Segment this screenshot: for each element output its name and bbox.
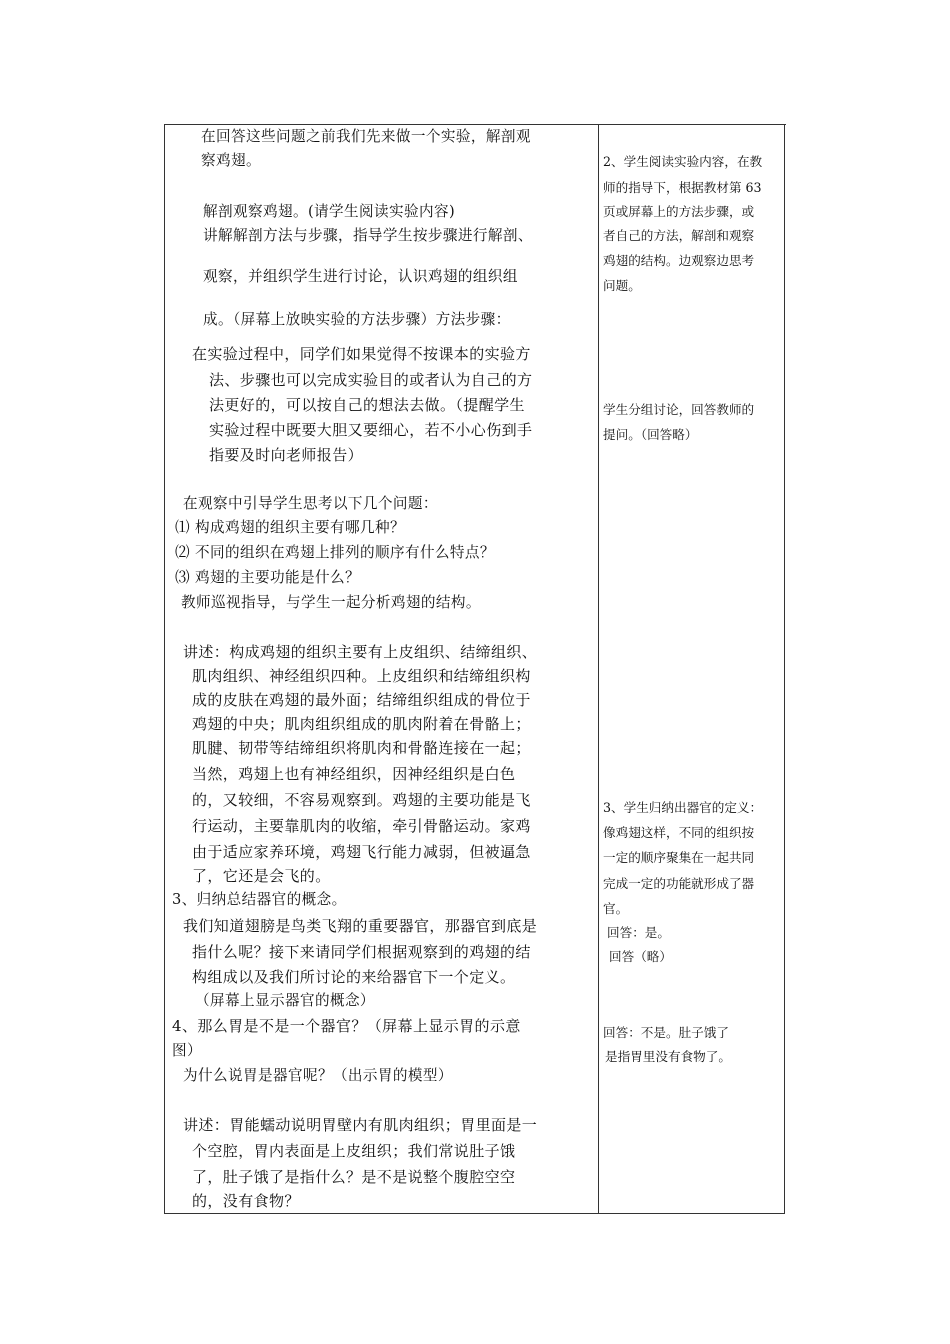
lecture-line-1: 讲述：构成鸡翅的组织主要有上皮组织、结缔组织、 [183,643,538,661]
student-answer-no-line-1: 回答：不是。肚子饿了 [603,1025,729,1040]
student-activity-3-line-1: 3、学生归纳出器官的定义： [603,800,763,815]
student-activity-2-line-1: 学生分组讨论，回答教师的 [603,402,755,417]
process-line-4: 实验过程中既要大胆又要细心，若不小心伤到手 [209,421,533,439]
student-activity-3-line-2: 像鸡翅这样，不同的组织按 [603,825,755,840]
student-activity-3-line-5: 官。 [603,901,629,916]
table-top-border [598,124,786,125]
lecture-line-2: 肌肉组织、神经组织四种。上皮组织和结缔组织构 [192,667,531,685]
student-activity-3-line-3: 一定的顺序聚集在一起共同 [603,850,755,865]
section-3-line-3: 构组成以及我们所讨论的来给器官下一个定义。 [192,968,516,986]
column-divider [598,124,599,1214]
explain-line-1: 讲解解剖方法与步骤，指导学生按步骤进行解剖、 [203,227,533,244]
explain-line-2: 观察，并组织学生进行讨论，认识鸡翅的组织组 [203,268,518,285]
process-line-2: 法、步骤也可以完成实验目的或者认为自己的方 [209,371,533,389]
student-activity-1-line-3: 页或屏幕上的方法步骤，或 [603,204,755,219]
student-activity-1-line-1: 2、学生阅读实验内容，在教 [603,154,763,169]
section-3-line-2: 指什么呢？接下来请同学们根据观察到的鸡翅的结 [192,943,531,961]
section-3-title: 3、归纳总结器官的概念。 [172,891,347,908]
patrol-text: 教师巡视指导，与学生一起分析鸡翅的结构。 [181,594,481,611]
lecture-line-3: 成的皮肤在鸡翅的最外面；结缔组织组成的骨位于 [192,691,531,709]
lecture2-line-1: 讲述：胃能蠕动说明胃壁内有肌肉组织；胃里面是一 [183,1116,538,1134]
lecture-line-4: 鸡翅的中央；肌肉组织组成的肌肉附着在骨骼上； [192,715,531,733]
guide-intro: 在观察中引导学生思考以下几个问题： [183,495,438,512]
lecture-line-5: 肌腱、韧带等结缔组织将肌肉和骨骼连接在一起； [192,739,531,757]
question-1: ⑴ 构成鸡翅的组织主要有哪几种？ [175,519,405,536]
process-line-5: 指要及时向老师报告） [209,446,364,464]
explain-line-3: 成。（屏幕上放映实验的方法步骤）方法步骤： [203,311,511,328]
process-line-1: 在实验过程中，同学们如果觉得不按课本的实验方 [192,345,531,363]
student-answer-yes: 回答：是。 [607,925,670,940]
lecture2-line-3: 了，肚子饿了是指什么？是不是说整个腹腔空空 [192,1168,516,1186]
lecture-line-9: 由于适应家养环境，鸡翅飞行能力减弱，但被逼急 [192,843,531,861]
lecture-line-8: 行运动，主要靠肌肉的收缩，牵引骨骼运动。家鸡 [192,817,531,835]
intro-line-2: 察鸡翅。 [201,152,261,169]
section-4-line-1: 4、那么胃是不是一个器官？（屏幕上显示胃的示意 [172,1017,521,1035]
student-answer-no-line-2: 是指胃里没有食物了。 [605,1049,731,1064]
process-line-3: 法更好的，可以按自己的想法去做。（提醒学生 [209,396,525,414]
dissect-title: 解剖观察鸡翅。(请学生阅读实验内容) [203,203,456,220]
question-3: ⑶ 鸡翅的主要功能是什么？ [175,569,360,586]
lecture2-line-4: 的，没有食物？ [192,1192,300,1210]
question-2: ⑵ 不同的组织在鸡翅上排列的顺序有什么特点？ [175,544,495,561]
lecture-line-7: 的，又较细，不容易观察到。鸡翅的主要功能是飞 [192,791,531,809]
student-activity-1-line-6: 问题。 [603,278,641,293]
student-answer-omitted: 回答（略） [609,949,672,964]
student-activity-3-line-4: 完成一定的功能就形成了器 [603,876,755,891]
section-3-line-4: （屏幕上显示器官的概念） [195,992,375,1009]
student-activity-1-line-4: 者自己的方法，解剖和观察 [603,228,755,243]
intro-line-1: 在回答这些问题之前我们先来做一个实验，解剖观 [201,128,531,145]
student-activity-2-line-2: 提问。（回答略） [603,427,698,442]
lecture-line-10: 了，它还是会飞的。 [192,867,331,885]
student-activity-1-line-5: 鸡翅的结构。边观察边思考 [603,253,755,268]
section-4-line-3: 为什么说胃是器官呢？（出示胃的模型） [183,1067,453,1084]
student-activity-1-line-2: 师的指导下，根据教材第 63 [603,180,762,195]
lecture2-line-2: 个空腔，胃内表面是上皮组织；我们常说肚子饿 [192,1142,516,1160]
section-4-line-2: 图） [172,1042,202,1059]
lecture-line-6: 当然，鸡翅上也有神经组织，因神经组织是白色 [192,765,516,783]
section-3-line-1: 我们知道翅膀是鸟类飞翔的重要器官，那器官到底是 [183,917,538,935]
